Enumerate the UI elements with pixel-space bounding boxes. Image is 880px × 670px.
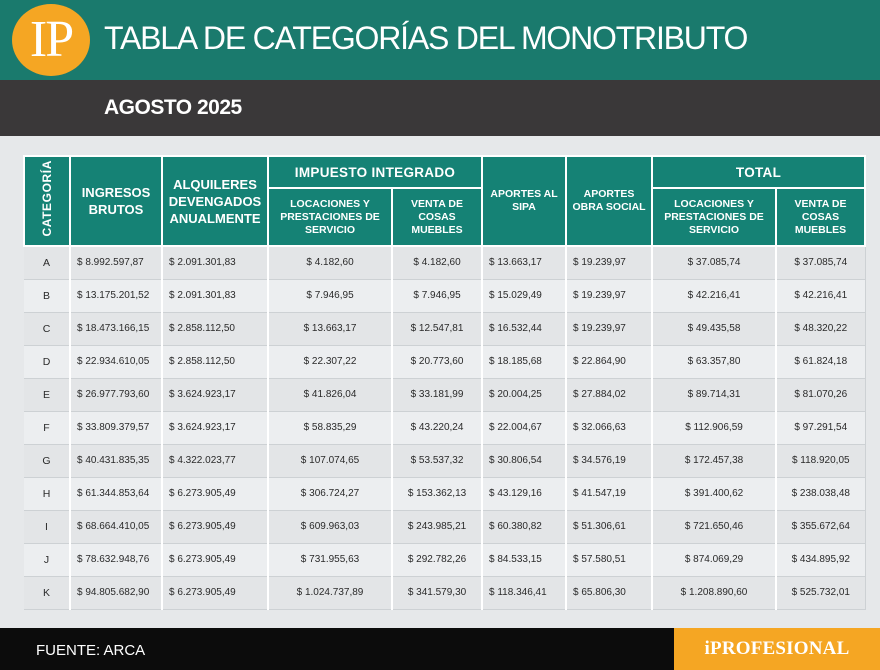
page-title: TABLA DE CATEGORÍAS DEL MONOTRIBUTO (104, 20, 748, 56)
header-impuesto-integrado: IMPUESTO INTEGRADO (268, 156, 482, 188)
cell-impuesto-locaciones: $ 58.835,29 (268, 411, 392, 444)
cell-aportes-obra-social: $ 32.066,63 (566, 411, 652, 444)
table-row (24, 477, 865, 510)
cell-total-venta: $ 61.824,18 (776, 345, 865, 378)
cell-categoria: I (24, 510, 70, 543)
cell-aportes-sipa: $ 16.532,44 (482, 312, 566, 345)
cell-aportes-obra-social: $ 19.239,97 (566, 312, 652, 345)
source-label: FUENTE: ARCA (36, 642, 146, 659)
cell-impuesto-locaciones: $ 107.074,65 (268, 444, 392, 477)
cell-aportes-obra-social: $ 51.306,61 (566, 510, 652, 543)
cell-categoria: D (24, 345, 70, 378)
cell-ingresos-brutos: $ 68.664.410,05 (70, 510, 162, 543)
cell-total-locaciones: $ 42.216,41 (652, 279, 776, 312)
cell-impuesto-venta: $ 292.782,26 (392, 543, 482, 576)
cell-impuesto-venta: $ 20.773,60 (392, 345, 482, 378)
cell-impuesto-locaciones: $ 13.663,17 (268, 312, 392, 345)
cell-total-venta: $ 355.672,64 (776, 510, 865, 543)
cell-total-locaciones: $ 112.906,59 (652, 411, 776, 444)
cell-alquileres: $ 6.273.905,49 (162, 576, 268, 609)
cell-ingresos-brutos: $ 33.809.379,57 (70, 411, 162, 444)
cell-aportes-obra-social: $ 27.884,02 (566, 378, 652, 411)
table-row (24, 543, 865, 576)
cell-total-venta: $ 42.216,41 (776, 279, 865, 312)
cell-categoria: J (24, 543, 70, 576)
cell-impuesto-locaciones: $ 7.946,95 (268, 279, 392, 312)
cell-impuesto-venta: $ 43.220,24 (392, 411, 482, 444)
cell-categoria: H (24, 477, 70, 510)
cell-aportes-obra-social: $ 57.580,51 (566, 543, 652, 576)
cell-aportes-sipa: $ 118.346,41 (482, 576, 566, 609)
cell-total-venta: $ 525.732,01 (776, 576, 865, 609)
cell-total-venta: $ 48.320,22 (776, 312, 865, 345)
cell-aportes-obra-social: $ 34.576,19 (566, 444, 652, 477)
table-row (24, 312, 865, 345)
cell-aportes-obra-social: $ 41.547,19 (566, 477, 652, 510)
cell-alquileres: $ 4.322.023,77 (162, 444, 268, 477)
header-impuesto-venta: VENTA DE COSAS MUEBLES (392, 188, 482, 246)
header-impuesto-locaciones: LOCACIONES Y PRESTACIONES DE SERVICIO (268, 188, 392, 246)
header-aportes-sipa: APORTES AL SIPA (482, 156, 566, 246)
cell-alquileres: $ 2.091.301,83 (162, 279, 268, 312)
cell-categoria: F (24, 411, 70, 444)
cell-alquileres: $ 6.273.905,49 (162, 543, 268, 576)
cell-total-venta: $ 37.085,74 (776, 246, 865, 279)
table-row (24, 510, 865, 543)
cell-aportes-sipa: $ 13.663,17 (482, 246, 566, 279)
cell-ingresos-brutos: $ 61.344.853,64 (70, 477, 162, 510)
cell-impuesto-locaciones: $ 306.724,27 (268, 477, 392, 510)
cell-ingresos-brutos: $ 18.473.166,15 (70, 312, 162, 345)
table-row (24, 246, 865, 279)
cell-alquileres: $ 2.858.112,50 (162, 312, 268, 345)
cell-categoria: C (24, 312, 70, 345)
cell-impuesto-locaciones: $ 609.963,03 (268, 510, 392, 543)
cell-ingresos-brutos: $ 8.992.597,87 (70, 246, 162, 279)
cell-categoria: A (24, 246, 70, 279)
cell-total-locaciones: $ 1.208.890,60 (652, 576, 776, 609)
cell-impuesto-venta: $ 53.537,32 (392, 444, 482, 477)
cell-categoria: B (24, 279, 70, 312)
ip-logo: IP (12, 4, 90, 76)
cell-total-venta: $ 238.038,48 (776, 477, 865, 510)
cell-alquileres: $ 6.273.905,49 (162, 477, 268, 510)
header-categoria: CATEGORÍA (24, 156, 70, 246)
table-row (24, 345, 865, 378)
cell-aportes-sipa: $ 15.029,49 (482, 279, 566, 312)
cell-impuesto-locaciones: $ 22.307,22 (268, 345, 392, 378)
header-ingresos-brutos: INGRESOS BRUTOS (70, 156, 162, 246)
header-total: TOTAL (652, 156, 865, 188)
cell-total-locaciones: $ 89.714,31 (652, 378, 776, 411)
cell-aportes-sipa: $ 22.004,67 (482, 411, 566, 444)
table-row (24, 378, 865, 411)
cell-impuesto-venta: $ 33.181,99 (392, 378, 482, 411)
cell-total-venta: $ 118.920,05 (776, 444, 865, 477)
cell-categoria: E (24, 378, 70, 411)
table-row (24, 444, 865, 477)
cell-total-locaciones: $ 63.357,80 (652, 345, 776, 378)
cell-aportes-obra-social: $ 19.239,97 (566, 246, 652, 279)
cell-ingresos-brutos: $ 22.934.610,05 (70, 345, 162, 378)
header-total-locaciones: LOCACIONES Y PRESTACIONES DE SERVICIO (652, 188, 776, 246)
cell-impuesto-venta: $ 243.985,21 (392, 510, 482, 543)
cell-alquileres: $ 6.273.905,49 (162, 510, 268, 543)
cell-aportes-obra-social: $ 65.806,30 (566, 576, 652, 609)
cell-total-locaciones: $ 37.085,74 (652, 246, 776, 279)
cell-categoria: G (24, 444, 70, 477)
header-aportes-obra-social: APORTES OBRA SOCIAL (566, 156, 652, 246)
cell-alquileres: $ 3.624.923,17 (162, 411, 268, 444)
cell-impuesto-locaciones: $ 41.826,04 (268, 378, 392, 411)
iprofesional-logo: iPROFESIONAL (674, 628, 880, 670)
cell-aportes-sipa: $ 43.129,16 (482, 477, 566, 510)
cell-ingresos-brutos: $ 94.805.682,90 (70, 576, 162, 609)
cell-total-locaciones: $ 874.069,29 (652, 543, 776, 576)
cell-alquileres: $ 2.091.301,83 (162, 246, 268, 279)
cell-aportes-sipa: $ 84.533,15 (482, 543, 566, 576)
cell-aportes-sipa: $ 30.806,54 (482, 444, 566, 477)
cell-impuesto-locaciones: $ 731.955,63 (268, 543, 392, 576)
cell-total-venta: $ 81.070,26 (776, 378, 865, 411)
cell-ingresos-brutos: $ 78.632.948,76 (70, 543, 162, 576)
cell-ingresos-brutos: $ 13.175.201,52 (70, 279, 162, 312)
cell-ingresos-brutos: $ 26.977.793,60 (70, 378, 162, 411)
cell-impuesto-venta: $ 341.579,30 (392, 576, 482, 609)
cell-alquileres: $ 2.858.112,50 (162, 345, 268, 378)
cell-impuesto-venta: $ 153.362,13 (392, 477, 482, 510)
cell-impuesto-venta: $ 12.547,81 (392, 312, 482, 345)
table-row (24, 279, 865, 312)
cell-impuesto-venta: $ 7.946,95 (392, 279, 482, 312)
page-subtitle: AGOSTO 2025 (104, 96, 242, 119)
header-alquileres: ALQUILERES DEVENGADOS ANUALMENTE (162, 156, 268, 246)
cell-impuesto-venta: $ 4.182,60 (392, 246, 482, 279)
cell-aportes-sipa: $ 18.185,68 (482, 345, 566, 378)
cell-total-locaciones: $ 172.457,38 (652, 444, 776, 477)
cell-aportes-obra-social: $ 19.239,97 (566, 279, 652, 312)
cell-total-locaciones: $ 721.650,46 (652, 510, 776, 543)
cell-aportes-sipa: $ 60.380,82 (482, 510, 566, 543)
header-total-venta: VENTA DE COSAS MUEBLES (776, 188, 865, 246)
categories-table (23, 155, 866, 610)
cell-impuesto-locaciones: $ 4.182,60 (268, 246, 392, 279)
cell-aportes-obra-social: $ 22.864,90 (566, 345, 652, 378)
table-row (24, 411, 865, 444)
cell-total-locaciones: $ 49.435,58 (652, 312, 776, 345)
cell-total-venta: $ 434.895,92 (776, 543, 865, 576)
cell-alquileres: $ 3.624.923,17 (162, 378, 268, 411)
cell-total-locaciones: $ 391.400,62 (652, 477, 776, 510)
table-row (24, 576, 865, 609)
cell-total-venta: $ 97.291,54 (776, 411, 865, 444)
cell-aportes-sipa: $ 20.004,25 (482, 378, 566, 411)
cell-impuesto-locaciones: $ 1.024.737,89 (268, 576, 392, 609)
cell-categoria: K (24, 576, 70, 609)
cell-ingresos-brutos: $ 40.431.835,35 (70, 444, 162, 477)
